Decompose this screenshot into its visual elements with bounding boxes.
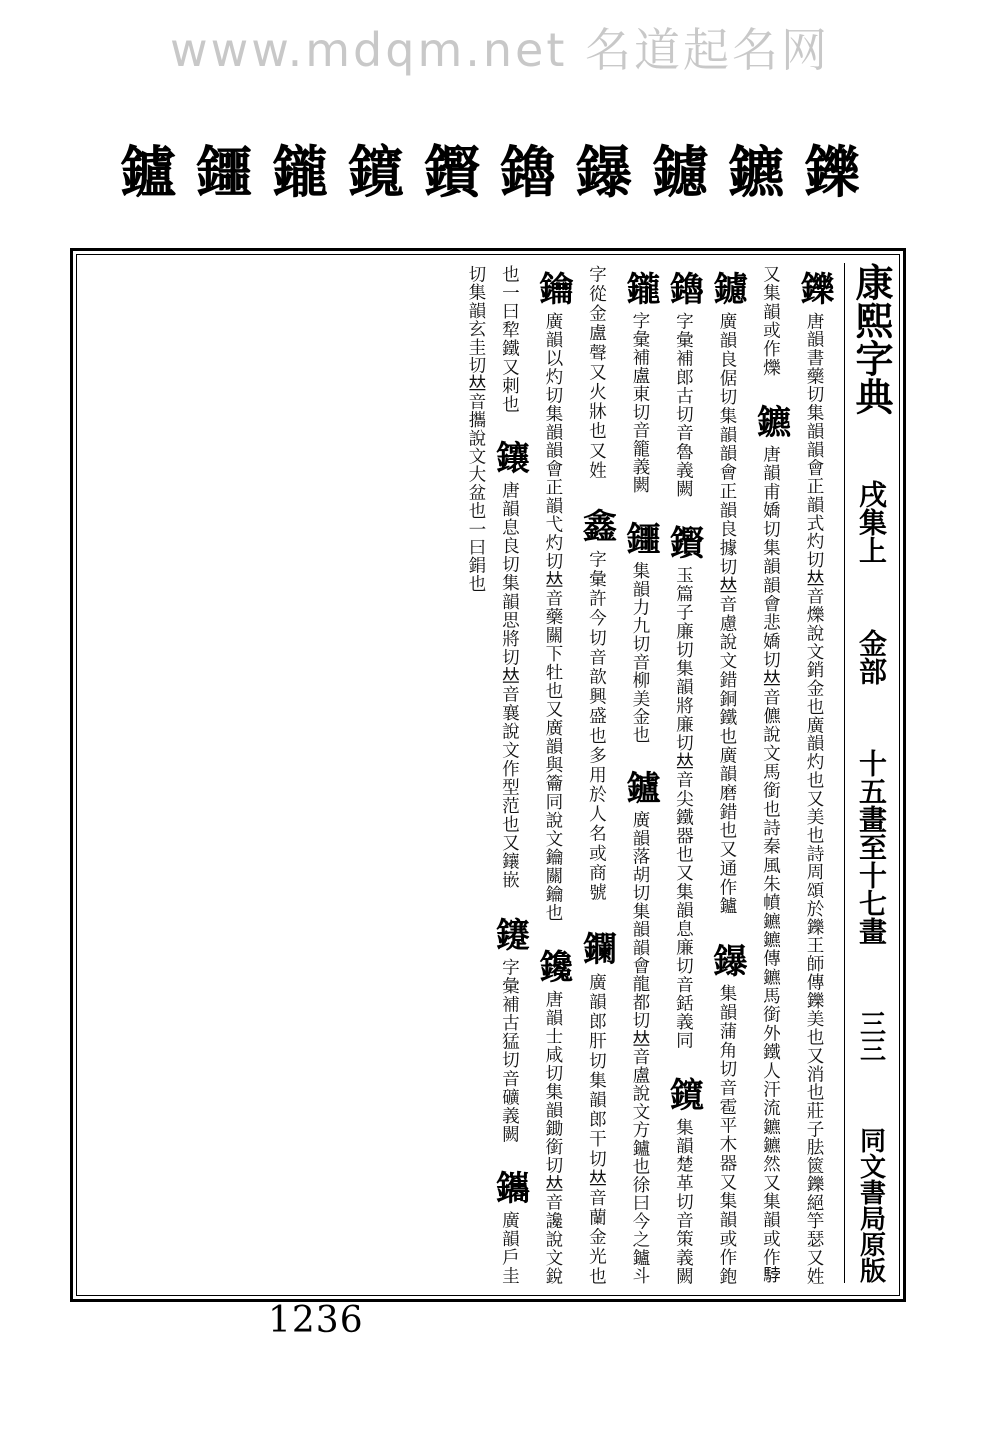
watermark-text: www.mdqm.net 名道起名网 <box>169 23 831 77</box>
dictionary-entry <box>532 265 573 922</box>
entry-definition: 玉篇子廉切集韻將廉切𠀤音尖鐵器也又集韻息廉切音銛義同 <box>673 565 694 1050</box>
dictionary-entry <box>489 434 530 890</box>
entry-definition: 字彙補盧東切音籠義闕 <box>629 311 650 494</box>
stroke-range: 十五畫至十七畫 <box>855 749 888 946</box>
entry-head: 鑣 <box>750 404 791 439</box>
volume-label: 戌集上 <box>855 479 888 564</box>
entry-definition: 字彙補古猛切音礦義闕 <box>499 957 520 1144</box>
entry-definition: 字彙許今切音歆興盛也多用於人名或商號 <box>586 549 607 904</box>
dictionary-entry <box>619 265 660 494</box>
head-char: 鑤 <box>576 140 632 206</box>
dictionary-entry <box>750 398 791 1285</box>
dictionary-entry <box>663 1071 704 1285</box>
dictionary-entry <box>576 502 617 904</box>
entry-head: 鑰 <box>532 271 573 306</box>
top-head-characters <box>120 118 860 228</box>
entry-definition: 廣韻郎肝切集韻郎干切𠀤音蘭金光也 <box>586 971 607 1285</box>
entry-head: 鑲 <box>489 440 530 476</box>
dictionary-body <box>83 265 835 1285</box>
entry-head: 鑤 <box>706 942 747 978</box>
entry-head: 鑢 <box>706 271 747 306</box>
entry-definition: 廣韻以灼切集韻韻會正韻弋灼切𠀤音藥關下牡也又廣韻與籥同說文鑰關鑰也 <box>542 311 563 922</box>
head-char: 鑧 <box>348 140 404 206</box>
page-number: 1236 <box>268 1300 364 1341</box>
dictionary-entry <box>663 519 704 1050</box>
entry-definition: 唐韻息良切集韻思將切𠀤音襄說文作型范也又鑲嵌 <box>499 481 520 890</box>
head-char: 鑥 <box>500 140 556 206</box>
dictionary-entry <box>576 925 617 1285</box>
entry-head: 鑴 <box>489 1170 530 1205</box>
entry-head: 鑫 <box>576 508 617 544</box>
dictionary-entry <box>619 515 660 744</box>
entry-definition: 廣韻戶圭切集韻玄圭切𠀤音攜說文大盆也一曰鋗也 <box>465 265 520 1285</box>
folio-number: 三三 <box>855 1010 886 1063</box>
entry-definition: 集韻力九切音柳美金也 <box>629 561 650 744</box>
entry-head: 鑳 <box>489 916 530 952</box>
entry-definition: 廣韻落胡切集韻韻會龍都切𠀤音盧說文方鑪也徐曰今之鑪斗字從金盧聲又火牀也又姓 <box>586 265 650 1285</box>
dictionary-entry <box>489 911 530 1144</box>
radical-section: 金部 <box>855 628 888 685</box>
entry-head: 鑱 <box>532 948 573 984</box>
entry-head: 鑦 <box>663 525 704 560</box>
head-char: 鑦 <box>424 140 480 206</box>
entry-definition: 集韻蒲角切音雹平木器又集韻或作鉋 <box>716 983 737 1285</box>
entry-head: 鑨 <box>619 271 660 306</box>
entry-head: 鑪 <box>619 770 660 805</box>
head-char: 鑠 <box>804 140 860 206</box>
head-char: 鑨 <box>272 140 328 206</box>
entry-definition: 唐韻士咸切集韻鋤銜切𠀤音讒說文銳也一曰犂鐵又刺也 <box>499 265 563 1285</box>
entry-definition: 字彙補郎古切音魯義闕 <box>673 311 694 499</box>
head-char: 鑩 <box>196 140 252 206</box>
dictionary-entry <box>706 937 747 1285</box>
entry-head: 鑧 <box>663 1076 704 1112</box>
entry-head: 鑭 <box>576 931 617 966</box>
entry-definition: 唐韻書藥切集韻韻會正韻式灼切𠀤音爍說文銷金也廣韻灼也又美也詩周頌於鑠王師傳鑠美也又消也莊子胠篋鑠絕竽瑟又姓又集韻或作爍 <box>760 265 824 1285</box>
head-char: 鑣 <box>728 140 784 206</box>
dictionary-page-frame <box>70 248 906 1302</box>
entry-definition: 廣韻良倨切集韻韻會正韻良據切𠀤音慮說文錯銅鐵也廣韻磨錯也又通作鑪 <box>716 311 737 916</box>
dictionary-entry <box>663 265 704 499</box>
dictionary-entry <box>706 265 747 916</box>
entry-definition: 集韻楚革切音策義闕 <box>673 1117 694 1285</box>
margin-column <box>844 263 897 1283</box>
head-char: 鑪 <box>120 140 176 206</box>
head-char: 鑢 <box>652 140 708 206</box>
entry-definition: 唐韻甫嬌切集韻韻會悲嬌切𠀤音儦說文馬銜也詩秦風朱幩鑣鑣傳鑣馬銜外鐵人汗流鑣鑣然又集韻或作𩣡 <box>760 444 781 1285</box>
publisher-label: 同文書局原版 <box>855 1126 886 1283</box>
book-title: 康熙字典 <box>849 263 894 415</box>
entry-head: 鑩 <box>619 520 660 556</box>
entry-head: 鑥 <box>663 271 704 306</box>
entry-head: 鑠 <box>794 271 834 306</box>
